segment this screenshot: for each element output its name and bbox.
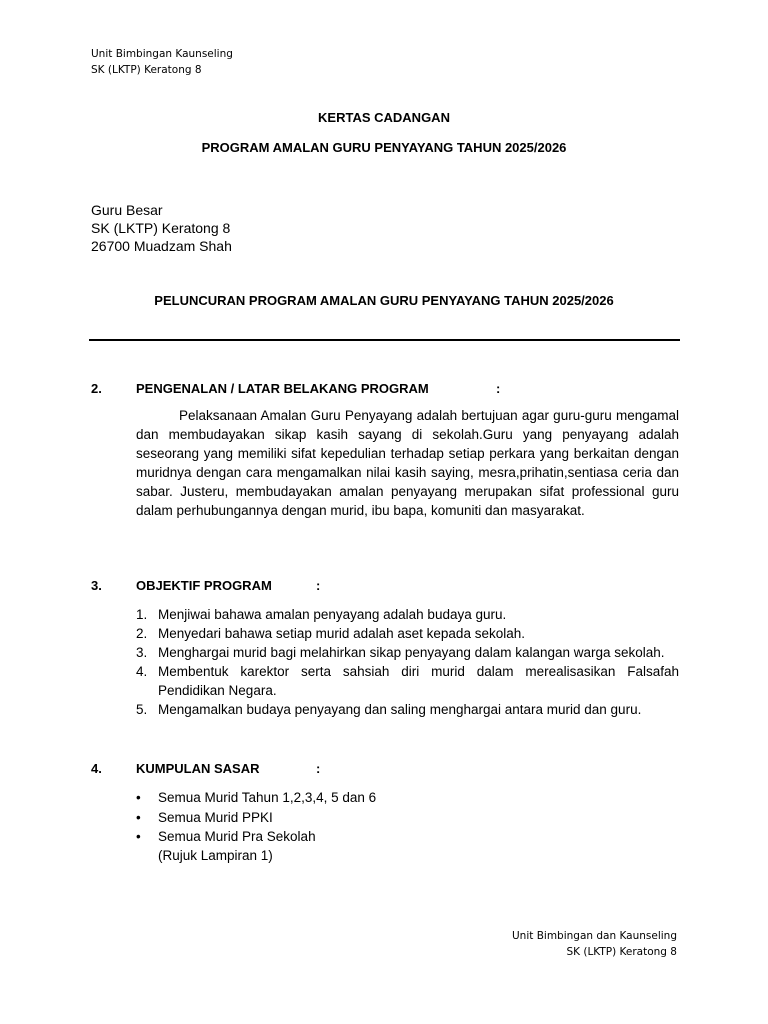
item-number: 2. [136,626,148,641]
document-footer [512,928,677,960]
bullet-icon: • [136,829,141,844]
document-header [91,46,233,78]
item-number: 5. [136,702,148,717]
item-text: Semua Murid PPKI [158,809,273,825]
list-item [136,788,679,808]
section-number: 2. [91,381,102,396]
item-text: Membentuk karektor serta sahsiah diri murid dalam merealisasikan Falsafah Pendidikan Negara. [158,664,679,698]
header-unit: Unit Bimbingan Kaunseling [91,48,233,60]
item-text: Semua Murid Pra Sekolah [158,829,316,844]
item-number: 3. [136,645,148,660]
list-item [136,605,679,624]
section-colon: : [316,761,321,776]
list-item [136,662,679,700]
item-number: 1. [136,607,148,622]
item-text: Menjiwai bahawa amalan penyayang adalah budaya guru. [158,607,507,622]
document-title: KERTAS CADANGAN [318,110,450,125]
section-colon: : [496,381,501,396]
list-item [136,624,679,643]
address-line-3: 26700 Muadzam Shah [91,238,232,254]
list-item [136,808,679,828]
item-text: Menghargai murid bagi melahirkan sikap penyayang dalam kalangan warga sekolah. [158,645,665,660]
footer-unit: Unit Bimbingan dan Kaunseling [511,930,677,942]
section-title: OBJEKTIF PROGRAM [136,578,272,593]
item-text: Mengamalkan budaya penyayang dan saling menghargai antara murid dan guru. [158,702,642,717]
list-item [136,643,679,662]
subject-heading: PELUNCURAN PROGRAM AMALAN GURU PENYAYANG TAHUN 2025/2026 [154,293,614,308]
section-title: KUMPULAN SASAR [136,761,260,776]
section-title: PENGENALAN / LATAR BELAKANG PROGRAM [136,381,429,396]
item-number: 4. [136,664,148,679]
section-number: 4. [91,761,102,776]
section-2-paragraph: Pelaksanaan Amalan Guru Penyayang adalah bertujuan agar guru-guru mengamal dan membudayakan sikap kasih sayang di sekolah.Guru yang penyayang adalah seseorang yang memiliki sifat kepedulian terhadap setiap perkara yang berkaitan dengan muridnya dengan cara mengamalkan nilai kasih saying, mesra,prihatin,sentiasa ceria dan sabar. Justeru, membudayakan amalan penyayang merupakan sifat professional guru dalam perhubungannya dengan murid, ibu bapa, komuniti dan masyarakat. [136,408,679,518]
target-group-list [136,788,679,847]
list-item [136,827,679,847]
objectives-list [136,605,679,719]
item-text: Semua Murid Tahun 1,2,3,4, 5 dan 6 [158,790,377,805]
list-item [136,700,679,719]
address-line-2: SK (LKTP) Keratong 8 [91,220,231,236]
footer-school: SK (LKTP) Keratong 8 [566,946,677,958]
address-line-1: Guru Besar [91,202,163,218]
recipient-address [91,201,232,255]
section-number: 3. [91,578,102,593]
item-text: Menyedari bahawa setiap murid adalah aset kepada sekolah. [158,626,525,641]
program-title: PROGRAM AMALAN GURU PENYAYANG TAHUN 2025/2026 [201,140,567,155]
bullet-icon: • [136,809,141,825]
bullet-icon: • [136,790,141,805]
header-school: SK (LKTP) Keratong 8 [91,64,202,76]
horizontal-divider [89,339,680,341]
appendix-note: (Rujuk Lampiran 1) [158,848,273,863]
section-colon: : [316,578,321,593]
